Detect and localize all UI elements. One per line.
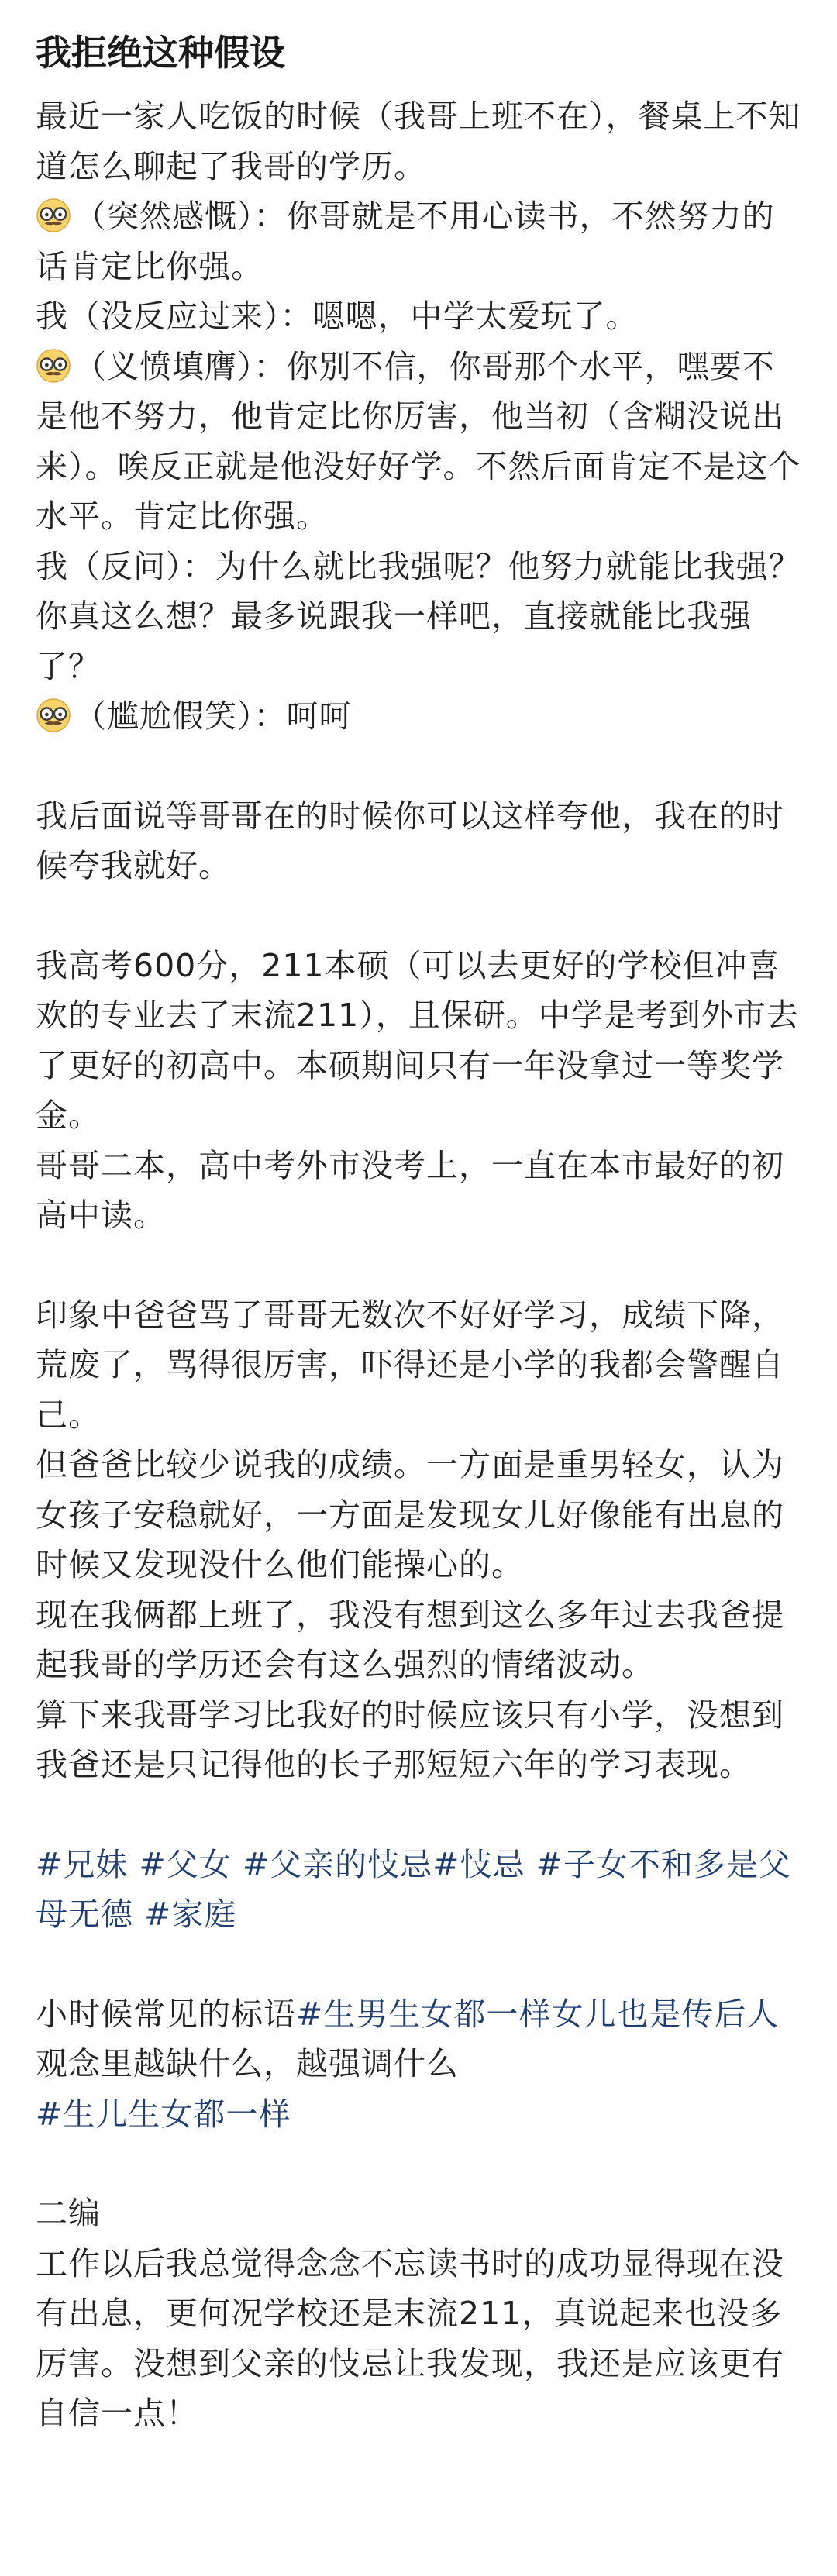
dialog-paragraph	[36, 191, 801, 291]
body-paragraph: 但爸爸比较少说我的成绩。一方面是重男轻女，认为女孩子安稳就好，一方面是发现女儿好像能有出息的时候又发现没什么他们能操心的。	[36, 1446, 784, 1583]
hashtag-link[interactable]: #家庭	[144, 1896, 237, 1933]
dialog-paragraph	[36, 342, 801, 542]
dialog-text: （义愤填膺）：你别不信，你哥那个水平，嘿要不是他不努力，他肯定比你厉害，他当初（含糊没说出来）。唉反正就是他没好好学。不然后面肯定不是这个水平。肯定比你强。	[36, 347, 801, 535]
dialog-text: （突然感慨）：你哥就是不用心读书，不然努力的话肯定比你强。	[36, 198, 775, 285]
paragraph-gap	[36, 891, 801, 941]
body-paragraph: 我高考600分，211本硕（可以去更好的学校但冲喜欢的专业去了末流211），且保研。中学是考到外市去了更好的初高中。本硕期间只有一年没拿过一等奖学金。	[36, 946, 799, 1134]
paragraph-gap	[36, 1940, 801, 1989]
face-with-monocle-glasses-icon	[36, 697, 71, 733]
body-paragraph: 现在我俩都上班了，我没有想到这么多年过去我爸提起我哥的学历还会有这么强烈的情绪波动。	[36, 1596, 784, 1683]
dialog-paragraph: 我（反问）：为什么就比我强呢？他努力就能比我强？你真这么想？最多说跟我一样吧，直接就能比我强了？	[36, 547, 801, 685]
body-paragraph: 算下来我哥学习比我好的时候应该只有小学，没想到我爸还是只记得他的长子那短短六年的学习表现。	[36, 1696, 784, 1783]
hashtag-link[interactable]: #忮忌	[432, 1845, 525, 1883]
hashtag-list	[36, 2089, 801, 2140]
body-paragraph: 我后面说等哥哥在的时候你可以这样夸他，我在的时候夸我就好。	[36, 797, 784, 884]
hashtag-link[interactable]: #生儿生女都一样	[36, 2095, 291, 2133]
dialog-text: （尴尬假笑）：呵呵	[74, 697, 352, 735]
hashtag-link[interactable]: #兄妹	[36, 1845, 129, 1883]
post-title: 我拒绝这种假设	[36, 32, 285, 74]
face-with-monocle-glasses-icon	[36, 348, 71, 384]
face-with-monocle-glasses-icon	[36, 198, 71, 233]
slogan-suffix: 观念里越缺什么，越强调什么	[36, 2045, 459, 2082]
hashtag-link[interactable]: #父女	[139, 1845, 232, 1883]
hashtag-link[interactable]: #生男生女都一样女儿也是传后人	[296, 1995, 780, 2033]
body-paragraph	[36, 1989, 801, 2089]
paragraph-gap	[36, 742, 801, 791]
body-paragraph: 工作以后我总觉得念念不忘读书时的成功显得现在没有出息，更何况学校还是末流211，真说起来也没多厉害。没想到父亲的忮忌让我发现，我还是应该更有自信一点！	[36, 2244, 784, 2432]
dialog-paragraph: 最近一家人吃饭的时候（我哥上班不在），餐桌上不知道怎么聊起了我哥的学历。	[36, 98, 801, 185]
paragraph-gap	[36, 1241, 801, 1290]
dialog-paragraph: 我（没反应过来）：嗯嗯，中学太爱玩了。	[36, 298, 639, 335]
body-paragraph: 哥哥二本，高中考外市没考上，一直在本市最好的初高中读。	[36, 1146, 784, 1234]
hashtag-link[interactable]: #父亲的忮忌	[242, 1845, 433, 1883]
edit-label: 二编	[36, 2195, 101, 2232]
slogan-prefix: 小时候常见的标语	[36, 1995, 296, 2033]
paragraph-gap	[36, 2139, 801, 2189]
dialog-paragraph	[36, 691, 801, 742]
hashtag-link[interactable]: #子女不和多是父母无德	[36, 1845, 791, 1933]
body-paragraph: 印象中爸爸骂了哥哥无数次不好好学习，成绩下降，荒废了，骂得很厉害，吓得还是小学的我都会警醒自己。	[36, 1296, 784, 1434]
paragraph-gap	[36, 1790, 801, 1840]
hashtag-list	[36, 1840, 801, 1940]
